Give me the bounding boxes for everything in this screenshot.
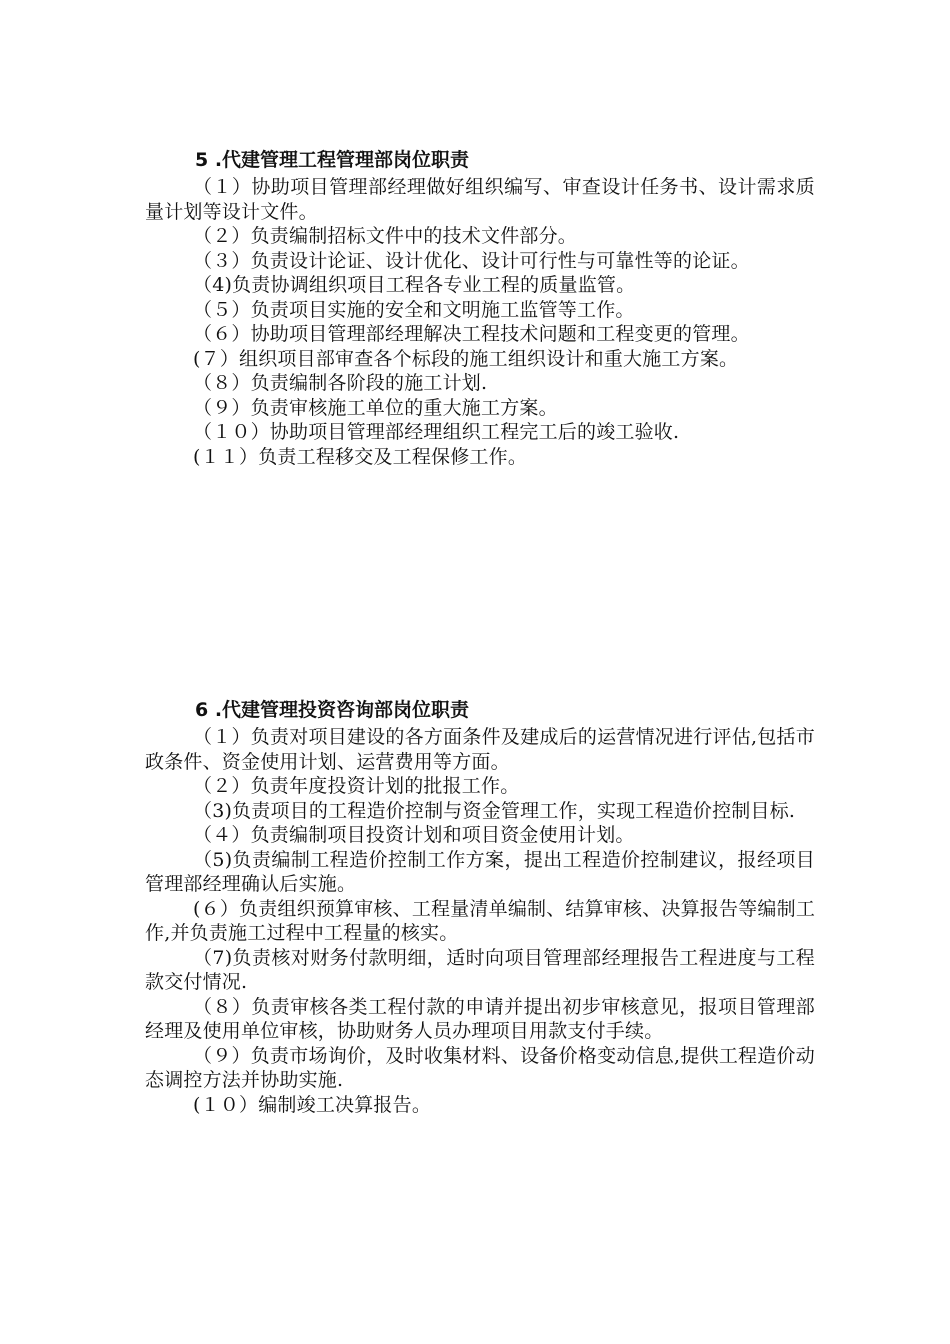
section-investment-consulting	[145, 697, 815, 1117]
section-engineering-management	[145, 147, 815, 469]
list-item: （５）负责项目实施的安全和文明施工监管等工作。	[193, 298, 635, 321]
list-item: （5)负责编制工程造价控制工作方案，提出工程造价控制建议，报经项目管理部经理确认后实施。	[145, 848, 815, 895]
list-item: （９）负责审核施工单位的重大施工方案。	[193, 396, 558, 419]
list-item: （９）负责市场询价，及时收集材料、设备价格变动信息,提供工程造价动态调控方法并协助实施.	[145, 1044, 815, 1091]
list-item: （８）负责审核各类工程付款的申请并提出初步审核意见，报项目管理部经理及使用单位审核，协助财务人员办理项目用款支付手续。	[145, 995, 815, 1042]
list-item: （８）负责编制各阶段的施工计划.	[193, 372, 488, 394]
list-item: （3)负责项目的工程造价控制与资金管理工作，实现工程造价控制目标.	[193, 799, 796, 822]
list-item: （３）负责设计论证、设计优化、设计可行性与可靠性等的论证。	[193, 249, 750, 272]
list-item: （１）协助项目管理部经理做好组织编写、审查设计任务书、设计需求质量计划等设计文件。	[145, 176, 815, 223]
list-item: （4)负责协调组织项目工程各专业工程的质量监管。	[193, 274, 636, 296]
list-item: (６）负责组织预算审核、工程量清单编制、结算审核、决算报告等编制工作,并负责施工过程中工程量的核实。	[145, 897, 816, 944]
section-heading: 6 .代建管理投资咨询部岗位职责	[195, 699, 470, 721]
list-item: (７）组织项目部审查各个标段的施工组织设计和重大施工方案。	[193, 347, 739, 370]
section-heading: 5 .代建管理工程管理部岗位职责	[195, 149, 470, 171]
list-item: （１０）协助项目管理部经理组织工程完工后的竣工验收.	[193, 421, 680, 443]
list-item: （7)负责核对财务付款明细，适时向项目管理部经理报告工程进度与工程款交付情况.	[145, 946, 815, 993]
list-item: (１０）编制竣工决算报告。	[193, 1093, 432, 1116]
list-item: （４）负责编制项目投资计划和项目资金使用计划。	[193, 824, 635, 846]
list-item: （２）负责年度投资计划的批报工作。	[193, 775, 520, 797]
list-item: (１１）负责工程移交及工程保修工作。	[193, 445, 528, 468]
list-item: （６）协助项目管理部经理解决工程技术问题和工程变更的管理。	[193, 323, 750, 345]
list-item: （２）负责编制招标文件中的技术文件部分。	[193, 225, 578, 247]
list-item: （１）负责对项目建设的各方面条件及建成后的运营情况进行评估,包括市政条件、资金使用计划、运营费用等方面。	[145, 726, 815, 773]
